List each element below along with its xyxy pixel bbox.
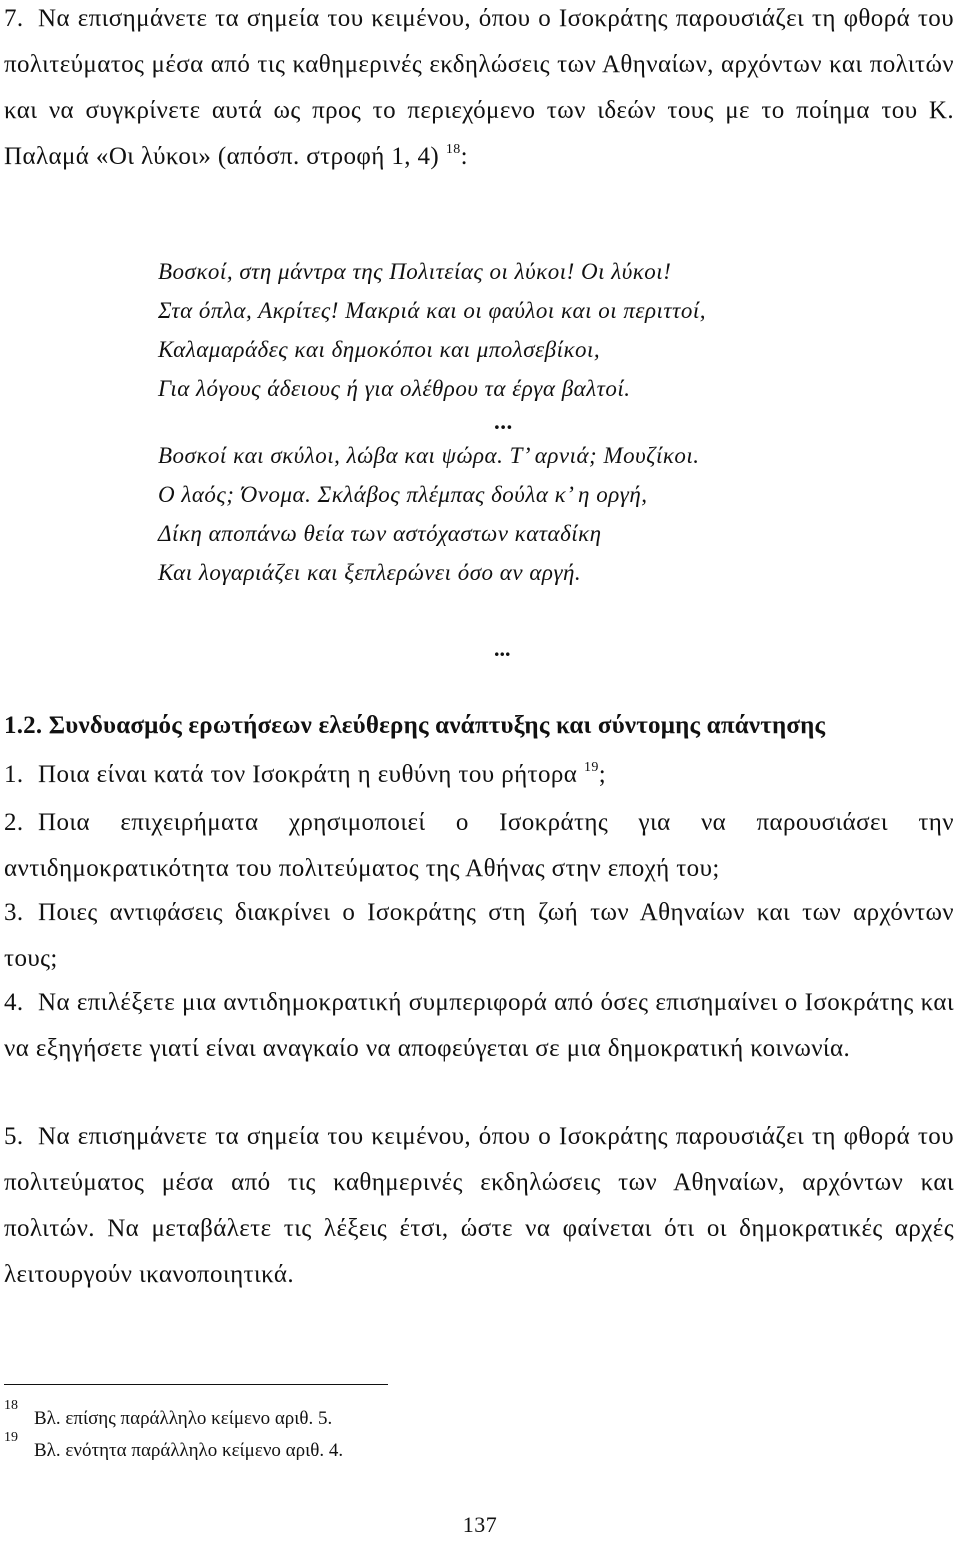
poem-ellipsis: ...: [494, 409, 513, 434]
footnote-ref-19: 19: [583, 760, 599, 775]
poem-line: Και λογαριάζει και ξεπλερώνει όσο αν αργή.: [158, 560, 582, 585]
poem-line: Καλαμαράδες και δημοκόποι και μπολσεβίκοι,: [158, 337, 601, 362]
poem-line: Στα όπλα, Ακρίτες! Μακριά και οι φαύλοι και οι περιττοί,: [158, 298, 707, 323]
question-3: [4, 890, 954, 982]
question-4: [4, 980, 954, 1072]
question-text: Ποιες αντιφάσεις διακρίνει ο Ισοκράτης στη ζωή των Αθηναίων και των αρχόντων τους;: [4, 899, 954, 972]
question-number: 5.: [4, 1123, 24, 1150]
poem-line: Δίκη αποπάνω θεία των αστόχαστων καταδίκη: [158, 521, 602, 546]
question-number: 4.: [4, 989, 24, 1016]
poem-line: Για λόγους άδειους ή για ολέθρου τα έργα βαλτοί.: [158, 376, 631, 401]
question-text: Ποια είναι κατά τον Ισοκράτη η ευθύνη του ρήτορα: [38, 761, 578, 788]
poem-ellipsis: ...: [494, 636, 511, 661]
question-number: 2.: [4, 809, 24, 836]
footnote-divider: [4, 1384, 388, 1385]
question-1: [4, 752, 954, 798]
poem-line: Βοσκοί, στη μάντρα της Πολιτείας οι λύκοι! Οι λύκοι!: [158, 259, 672, 284]
footnote-mark: 18: [4, 1398, 18, 1413]
question-text: Ποια επιχειρήματα χρησιμοποιεί ο Ισοκράτης για να παρουσιάσει την αντιδημοκρατικότητα του πολιτεύματος της Αθήνας στην εποχή του;: [4, 809, 954, 882]
question-2: [4, 800, 954, 892]
question-5: [4, 1114, 954, 1298]
question-suffix: :: [460, 143, 468, 170]
footnote-text: Βλ. ενότητα παράλληλο κείμενο αριθ. 4.: [34, 1440, 344, 1461]
poem-line: Ο λαός; Όνομα. Σκλάβος πλέμπας δούλα κ’ η οργή,: [158, 482, 648, 507]
footnote-ref-18: 18: [445, 142, 461, 157]
question-number: 3.: [4, 899, 24, 926]
poem-line: Βοσκοί και σκύλοι, λώβα και ψώρα. Τ’ αρνιά; Μουζίκοι.: [158, 443, 700, 468]
question-suffix: ;: [598, 761, 607, 788]
question-number: 1.: [4, 761, 24, 788]
page-number: 137: [462, 1512, 498, 1537]
question-text: Να επιλέξετε μια αντιδημοκρατική συμπεριφορά από όσες επισημαίνει ο Ισοκράτης και να εξηγήσετε γιατί είναι αναγκαίο να αποφεύγεται σε μια δημοκρατική κοινωνία.: [4, 989, 954, 1062]
section-heading: 1.2. Συνδυασμός ερωτήσεων ελεύθερης ανάπτυξης και σύντομης απάντησης: [4, 712, 826, 739]
footnote-mark: 19: [4, 1430, 18, 1445]
footnote-text: Βλ. επίσης παράλληλο κείμενο αριθ. 5.: [34, 1408, 333, 1429]
question-7: [4, 0, 954, 180]
question-text: Να επισημάνετε τα σημεία του κειμένου, όπου ο Ισοκράτης παρουσιάζει τη φθορά του πολιτεύματος μέσα από τις καθημερινές εκδηλώσεις των Αθηναίων, αρχόντων και πολιτών και να συγκρίνετε αυτά ως προς το περιεχόμενο των ιδεών τους με το ποίημα του Κ. Παλαμά «Οι λύκοι» (απόσπ. στροφή 1, 4): [4, 5, 954, 170]
question-text: Να επισημάνετε τα σημεία του κειμένου, όπου ο Ισοκράτης παρουσιάζει τη φθορά του πολιτεύματος μέσα από τις καθημερινές εκδηλώσεις των Αθηναίων, αρχόντων και πολιτών. Να μεταβάλετε τις λέξεις έτσι, ώστε να φαίνεται ότι οι δημοκρατικές αρχές λειτουργούν ικανοποιητικά.: [4, 1123, 954, 1288]
poem-excerpt: [158, 252, 938, 592]
question-number: 7.: [4, 5, 24, 32]
